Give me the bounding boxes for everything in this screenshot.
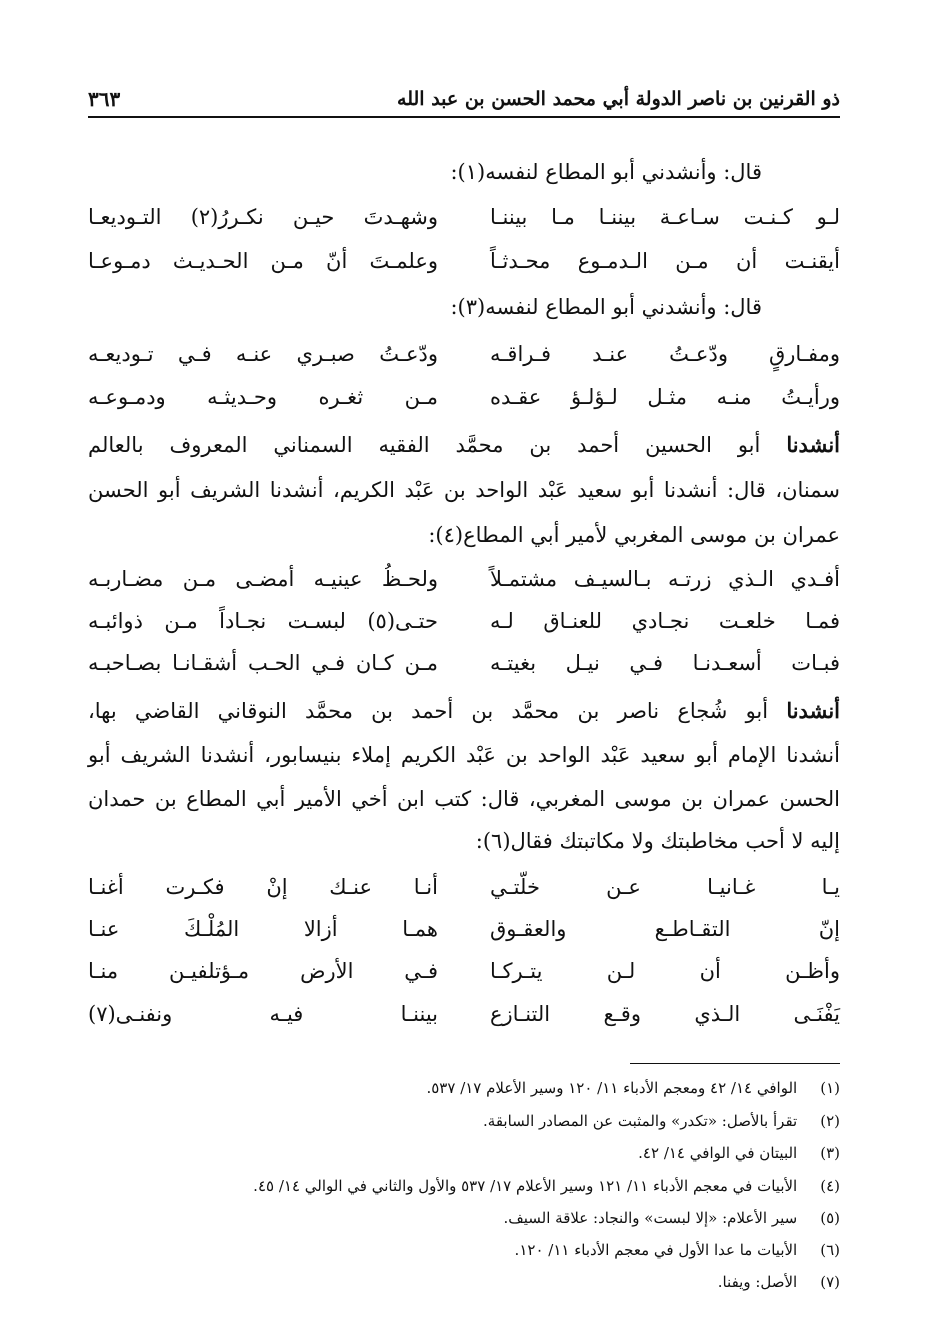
- footnote-divider: [630, 1063, 840, 1064]
- footnote-number: (١): [820, 1079, 840, 1097]
- intro-line: إليه لا أحب مخاطبتك ولا مكاتبتك فقال(٦):: [475, 829, 840, 853]
- verse-line: [88, 956, 840, 986]
- footnote: [88, 1176, 840, 1196]
- footnote-text: الأصل: ويفنا.: [717, 1273, 798, 1291]
- footnote-number: (٦): [820, 1241, 840, 1259]
- prose-line: أنشدنا الإمام أبو سعيد عَبْد الواحد بن عَبْد الكريم إملاء بنيسابور، أنشدنا الشريف أبو: [88, 743, 840, 767]
- verse-line: [88, 246, 840, 276]
- header-title: ذو القرنين بن ناصر الدولة أبي محمد الحسن بن عبد الله: [397, 88, 840, 110]
- verse-first-hemistich: أفـدي الـذي زرتـه بـالسيـف مشتمـلاً: [490, 567, 840, 591]
- intro-line: قال: وأنشدني أبو المطاع لنفسه(٣):: [450, 295, 762, 319]
- footnote: [88, 1143, 840, 1163]
- lead-word: أنشدنا: [786, 432, 840, 457]
- verse-line: [88, 914, 840, 944]
- verse-second-hemistich: مـن ثغـره وحـديثـه ودمـوعـه: [88, 385, 438, 409]
- prose-line: الحسن عمران بن موسى المغربي، قال: كتب ابن أخي الأمير أبي المطاع بن حمدان: [88, 787, 840, 811]
- lead-word: أنشدنا: [786, 698, 840, 723]
- verse-first-hemistich: يـا غـانيـا عـن خلّتـي: [490, 875, 840, 899]
- footnote-text: سير الأعلام: «إلا لبست» والنجاد: علاقة السيف.: [503, 1209, 798, 1227]
- prose-text: أبو الحسين أحمد بن محمَّد الفقيه السمناني المعروف بالعالم: [88, 433, 761, 457]
- intro-line: عمران بن موسى المغربي لأمير أبي المطاع(٤):: [428, 523, 840, 547]
- footnote: [88, 1240, 840, 1260]
- verse-line: [88, 648, 840, 678]
- footnote: [88, 1111, 840, 1131]
- verse-line: [88, 999, 840, 1029]
- verse-line: [88, 564, 840, 594]
- verse-first-hemistich: ومفـارقٍ ودّعـتُ عنـد فـراقـه: [490, 342, 840, 366]
- verse-line: [88, 382, 840, 412]
- footnote-number: (٧): [820, 1273, 840, 1291]
- verse-second-hemistich: بيننـا فيـه ونفنـى(٧): [88, 1002, 438, 1026]
- verse-line: [88, 872, 840, 902]
- footnote-number: (٥): [820, 1209, 840, 1227]
- verse-line: [88, 339, 840, 369]
- verse-first-hemistich: لـو كـنـت سـاعـة بيننـا مـا بيننـا: [490, 205, 840, 229]
- intro-line: قال: وأنشدني أبو المطاع لنفسه(١):: [450, 160, 762, 184]
- verse-first-hemistich: وأظـن أن لـن يتـركـا: [490, 959, 840, 983]
- running-header: [88, 82, 840, 118]
- page-number: ٣٦٣: [88, 87, 121, 111]
- footnote-text: الأبيات في معجم الأدباء ١١/ ١٢١ وسير الأعلام ١٧/ ٥٣٧ والأول والثاني في الوالي ١٤/ ٤٥.: [253, 1177, 798, 1195]
- verse-first-hemistich: أيقنـت أن مـن الـدمـوع محـدثـاً: [490, 249, 840, 273]
- verse-line: [88, 606, 840, 636]
- footnote-number: (٣): [820, 1144, 840, 1162]
- prose-line: سمنان، قال: أنشدنا أبو سعيد عَبْد الواحد بن عَبْد الكريم، أنشدنا الشريف أبو الحسن: [88, 478, 840, 502]
- verse-first-hemistich: إنّ التقـاطـع والعقـوق: [490, 917, 840, 941]
- prose-line: [88, 430, 840, 460]
- verse-second-hemistich: ودّعـتُ صبـري عنـه فـي تـوديعـه: [88, 342, 438, 366]
- footnote-text: تقرأ بالأصل: «تكدر» والمثبت عن المصادر السابقة.: [483, 1112, 798, 1130]
- verse-second-hemistich: همـا أزالا المُلْـكَ عنـا: [88, 917, 438, 941]
- verse-second-hemistich: مـن كـان فـي الحـب أشقـانـا بصـاحبـه: [88, 651, 438, 675]
- verse-second-hemistich: ولحـظُ عينيـه أمضـى مـن مضـاربـه: [88, 567, 438, 591]
- verse-line: [88, 202, 840, 232]
- verse-second-hemistich: وعلمـتَ أنّ مـن الحـديـث دمـوعـا: [88, 249, 438, 273]
- footnote: [88, 1272, 840, 1292]
- prose-line: [88, 696, 840, 726]
- verse-first-hemistich: يَفْنَـى الـذي وقـع التنـازع: [490, 1002, 840, 1026]
- footnote-text: البيتان في الوافي ١٤/ ٤٢.: [638, 1144, 798, 1162]
- verse-second-hemistich: وشهـدتَ حيـن نكـررُ(٢) التـوديعـا: [88, 205, 438, 229]
- footnote: [88, 1078, 840, 1098]
- footnote-text: الوافي ١٤/ ٤٢ ومعجم الأدباء ١١/ ١٢٠ وسير الأعلام ١٧/ ٥٣٧.: [426, 1079, 798, 1097]
- footnote-number: (٤): [820, 1177, 840, 1195]
- footnote: [88, 1208, 840, 1228]
- footnote-text: الأبيات ما عدا الأول في معجم الأدباء ١١/ ١٢٠.: [514, 1241, 798, 1259]
- verse-second-hemistich: فـي الأرض مـؤتلفيـن منـا: [88, 959, 438, 983]
- verse-first-hemistich: فبـات أسعـدنـا فـي نيـل بغيتـه: [490, 651, 840, 675]
- verse-first-hemistich: فمـا خلعـت نجـادي للعنـاق لـه: [490, 609, 840, 633]
- verse-first-hemistich: ورأيـتُ منـه مثـل لـؤلـؤ عقـده: [490, 385, 840, 409]
- verse-second-hemistich: حتـى(٥) لبسـت نجـاداً مـن ذوائبـه: [88, 609, 438, 633]
- prose-text: أبو شُجاع ناصر بن محمَّد بن أحمد بن محمَّد النوقاني القاضي بها،: [88, 699, 769, 723]
- verse-second-hemistich: أنـا عنـك إنْ فكـرت أغنـا: [88, 875, 438, 899]
- footnote-number: (٢): [820, 1112, 840, 1130]
